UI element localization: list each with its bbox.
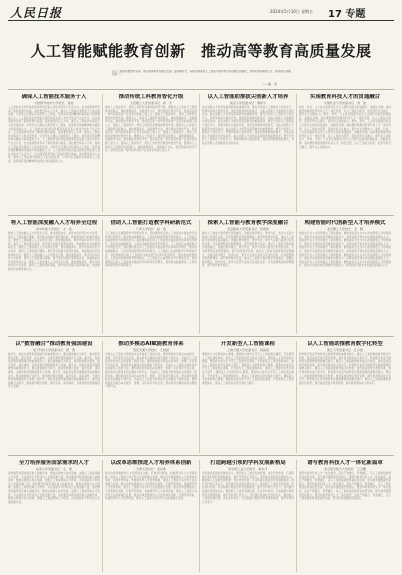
- article: [202, 341, 294, 453]
- column-rule: [296, 94, 297, 212]
- article-title: 以改革思维推进人才培养体系创新: [110, 460, 192, 466]
- masthead: [8, 4, 394, 21]
- article-body: 要把人工智能融入人才培养全过程，推进课程体系、教学内容和评价方式改革，建设人工智能通识课程，提升师生的数字素养和技能，构建智能时代的教育新生态。要把人工智能融入人才培养全过程，推进课程体系、教学内容和评价方式改革，建设人工智能通识课程，提升师生的数字素养和技能，构建智能时代的教育新生态。要把人工智能融入人才培养全过程，推进课程体系、教学内容和评价方式改革，建设人工智能通识课程，提升师生的数字素养和技能，构建智能时代的教育新生态。要把人工智能融入人才培养全过程，推进课程体系、教学内容和评价方式改革，建设人工智能通识课程，提升师生的数字素养和技能，构建智能时代的教育新生态。要把人工智能融入人才培养全过程，推进课程体系、教学内容和评价方式改革，建设人工智能通识课程，提升师生的数字素养和技能，构建智能时代的教育新生态。: [8, 232, 100, 271]
- article-title: 确保人工智能技术服务于人: [21, 94, 87, 100]
- article: [105, 94, 197, 212]
- article: [8, 460, 100, 572]
- article-byline: 哈尔滨工业大学校长 韩杰才: [228, 467, 268, 471]
- article-body: 学科建设是高校发展的龙头。要抢抓人工智能发展机遇，优化学科布局，打造跨越引领的学科发展新格局，提升学科核心竞争力。学科建设是高校发展的龙头。要抢抓人工智能发展机遇，优化学科布局，打造跨越引领的学科发展新格局，提升学科核心竞争力。学科建设是高校发展的龙头。要抢抓人工智能发展机遇，优化学科布局，打造跨越引领的学科发展新格局，提升学科核心竞争力。学科建设是高校发展的龙头。要抢抓人工智能发展机遇，优化学科布局，打造跨越引领的学科发展新格局，提升学科核心竞争力。学科建设是高校发展的龙头。要抢抓人工智能发展机遇，优化学科布局，打造跨越引领的学科发展新格局，提升学科核心竞争力。: [202, 472, 294, 504]
- article-title: 推动传统工科教育智化升级: [118, 94, 184, 100]
- article: [202, 460, 294, 572]
- article: [8, 341, 100, 453]
- article-byline: 中国科学技术大学校长 常进: [34, 101, 74, 105]
- article: [8, 94, 100, 212]
- article-byline: 华中科技大学校长 尤 政: [35, 227, 72, 231]
- column-rule: [102, 341, 103, 453]
- article: [299, 341, 391, 453]
- article-body: 教育数字化是开辟教育发展新赛道的重要突破口。要以人工智能助推教育数字化转型，建设高质量数字教育资源，提升教育服务能力和水平。教育数字化是开辟教育发展新赛道的重要突破口。要以人工智能助推教育数字化转型，建设高质量数字教育资源，提升教育服务能力和水平。教育数字化是开辟教育发展新赛道的重要突破口。要以人工智能助推教育数字化转型，建设高质量数字教育资源，提升教育服务能力和水平。教育数字化是开辟教育发展新赛道的重要突破口。要以人工智能助推教育数字化转型，建设高质量数字教育资源，提升教育服务能力和水平。教育数字化是开辟教育发展新赛道的重要突破口。要以人工智能助推教育数字化转型，建设高质量数字教育资源，提升教育服务能力和水平。: [299, 353, 391, 385]
- article-body: 要坚持教育科技人才一体化推进，深化产教融合、科教融汇，以人工智能赋能教育高质量发展，谱写教育强国建设新篇章。要坚持教育科技人才一体化推进，深化产教融合、科教融汇，以人工智能赋能教育高质量发展，谱写教育强国建设新篇章。要坚持教育科技人才一体化推进，深化产教融合、科教融汇，以人工智能赋能教育高质量发展，谱写教育强国建设新篇章。要坚持教育科技人才一体化推进，深化产教融合、科教融汇，以人工智能赋能教育高质量发展，谱写教育强国建设新篇章。要坚持教育科技人才一体化推进，深化产教融合、科教融汇，以人工智能赋能教育高质量发展，谱写教育强国建设新篇章。: [299, 472, 391, 501]
- article: [8, 220, 100, 334]
- article: [105, 460, 197, 572]
- article-body: 课程是人才培养的核心要素。要面向全体学生开设人工智能相关课程，开发新型人工智能课程体系，推动人工智能知识普及和能力提升。课程是人才培养的核心要素。要面向全体学生开设人工智能相关课程，开发新型人工智能课程体系，推动人工智能知识普及和能力提升。课程是人才培养的核心要素。要面向全体学生开设人工智能相关课程，开发新型人工智能课程体系，推动人工智能知识普及和能力提升。课程是人才培养的核心要素。要面向全体学生开设人工智能相关课程，开发新型人工智能课程体系，推动人工智能知识普及和能力提升。课程是人才培养的核心要素。要面向全体学生开设人工智能相关课程，开发新型人工智能课程体系，推动人工智能知识普及和能力提升。: [202, 353, 294, 385]
- article-byline: 北京理工大学校长 龙 腾: [326, 227, 363, 231]
- article-title: 开发新型人工智能课程: [221, 341, 275, 347]
- article-body: 人工智能正在重塑教学与科研的范式。高校要积极运用人工智能技术赋能教学改革和科学研究，推动形成数据驱动、人机协同的新型教学科研模式。人工智能正在重塑教学与科研的范式。高校要积极运用人工智能技术赋能教学改革和科学研究，推动形成数据驱动、人机协同的新型教学科研模式。人工智能正在重塑教学与科研的范式。高校要积极运用人工智能技术赋能教学改革和科学研究，推动形成数据驱动、人机协同的新型教学科研模式。人工智能正在重塑教学与科研的范式。高校要积极运用人工智能技术赋能教学改革和科学研究，推动形成数据驱动、人机协同的新型教学科研模式。人工智能正在重塑教学与科研的范式。高校要积极运用人工智能技术赋能教学改革和科学研究，推动形成数据驱动、人机协同的新型教学科研模式。: [105, 232, 197, 268]
- article-title: 以“数智融合”推动教育强国建设: [15, 341, 93, 347]
- article-body: 面向人工智能时代，传统工科教育需要加快转型升级。要推动人工智能与工程教育深度融合，重构课程体系，创新教学方法，建设智能化教学平台，培养适应新一轮科技革命和产业变革的卓越工程人才。面向人工智能时代，传统工科教育需要加快转型升级。要推动人工智能与工程教育深度融合，重构课程体系，创新教学方法，建设智能化教学平台，培养适应新一轮科技革命和产业变革的卓越工程人才。面向人工智能时代，传统工科教育需要加快转型升级。要推动人工智能与工程教育深度融合，重构课程体系，创新教学方法，建设智能化教学平台，培养适应新一轮科技革命和产业变革的卓越工程人才。面向人工智能时代，传统工科教育需要加快转型升级。要推动人工智能与工程教育深度融合，重构课程体系，创新教学方法，建设智能化教学平台，培养适应新一轮科技革命和产业变革的卓越工程人才。面向人工智能时代，传统工科教育需要加快转型升级。要推动人工智能与工程教育深度融合，重构课程体系，创新教学方法，建设智能化教学平台，培养适应新一轮科技革命和产业变革的卓越工程人才。: [105, 106, 197, 153]
- column-rule: [199, 94, 200, 212]
- article-byline: 大连理工大学党委书记 杨 宇: [129, 101, 172, 105]
- article-title: 以人工智能助推拔尖创新人才培养: [207, 94, 289, 100]
- editorial-author: ——编 者: [262, 82, 278, 86]
- article-title: 实现教育科技人才的贯通融合: [309, 94, 381, 100]
- article-title: 全力培养服务国家需求的人才: [18, 460, 90, 466]
- row-divider: [8, 215, 394, 216]
- column-rule: [199, 460, 200, 572]
- article-body: 要以改革思维推进人才培养体系创新，打破学科壁垒，构建跨学科人才培养机制，推动人工智能与各学科专业深度融合发展。要以改革思维推进人才培养体系创新，打破学科壁垒，构建跨学科人才培养机制，推动人工智能与各学科专业深度融合发展。要以改革思维推进人才培养体系创新，打破学科壁垒，构建跨学科人才培养机制，推动人工智能与各学科专业深度融合发展。要以改革思维推进人才培养体系创新，打破学科壁垒，构建跨学科人才培养机制，推动人工智能与各学科专业深度融合发展。要以改革思维推进人才培养体系创新，打破学科壁垒，构建跨学科人才培养机制，推动人工智能与各学科专业深度融合发展。: [105, 472, 197, 501]
- article-byline: 上海交通大学党委书记 杨振斌: [226, 348, 269, 352]
- article: [105, 341, 197, 453]
- column-rule: [102, 220, 103, 334]
- article-body: 数字化、智能化是教育强国建设的重要驱动力。要以数智融合为抓手，推动教育理念更新、模式变革、体系重构，为建设教育强国提供有力支撑。数字化、智能化是教育强国建设的重要驱动力。要以数智融合为抓手，推动教育理念更新、模式变革、体系重构，为建设教育强国提供有力支撑。数字化、智能化是教育强国建设的重要驱动力。要以数智融合为抓手，推动教育理念更新、模式变革、体系重构，为建设教育强国提供有力支撑。数字化、智能化是教育强国建设的重要驱动力。要以数智融合为抓手，推动教育理念更新、模式变革、体系重构，为建设教育强国提供有力支撑。数字化、智能化是教育强国建设的重要驱动力。要以数智融合为抓手，推动教育理念更新、模式变革、体系重构，为建设教育强国提供有力支撑。: [8, 353, 100, 389]
- page-number: 17 专题: [328, 9, 366, 20]
- row-divider: [8, 336, 394, 337]
- article-body: 推动人工智能与教育教学深度融合，需要在教学理念、教学内容、教学方法等方面进行系统性变革，打造智慧教室和智慧课堂，提升教育教学质量。推动人工智能与教育教学深度融合，需要在教学理念、教学内容、教学方法等方面进行系统性变革，打造智慧教室和智慧课堂，提升教育教学质量。推动人工智能与教育教学深度融合，需要在教学理念、教学内容、教学方法等方面进行系统性变革，打造智慧教室和智慧课堂，提升教育教学质量。推动人工智能与教育教学深度融合，需要在教学理念、教学内容、教学方法等方面进行系统性变革，打造智慧教室和智慧课堂，提升教育教学质量。推动人工智能与教育教学深度融合，需要在教学理念、教学内容、教学方法等方面进行系统性变革，打造智慧教室和智慧课堂，提升教育教学质量。: [202, 232, 294, 268]
- column-rule: [199, 341, 200, 453]
- article-title: 推动多模态AI赋能教育体系: [118, 341, 184, 347]
- article-title: 打造跨越引领的学科发展新格局: [210, 460, 286, 466]
- column-rule: [296, 460, 297, 572]
- article-byline: 天津大学校长 金东寒: [135, 467, 166, 471]
- article-title: 以人工智能助推教育数字化转型: [307, 341, 383, 347]
- article-byline: 北京邮电大学党委书记 吴建伟: [226, 227, 269, 231]
- article-body: 高校要坚持服务国家重大战略需求，聚焦关键核心技术领域，加强人工智能领域人才培养，为实现高水平科技自立自强贡献力量。高校要坚持服务国家重大战略需求，聚焦关键核心技术领域，加强人工智能领域人才培养，为实现高水平科技自立自强贡献力量。高校要坚持服务国家重大战略需求，聚焦关键核心技术领域，加强人工智能领域人才培养，为实现高水平科技自立自强贡献力量。高校要坚持服务国家重大战略需求，聚焦关键核心技术领域，加强人工智能领域人才培养，为实现高水平科技自立自强贡献力量。高校要坚持服务国家重大战略需求，聚焦关键核心技术领域，加强人工智能领域人才培养，为实现高水平科技自立自强贡献力量。: [8, 472, 100, 504]
- article-title: 探索人工智能与教育教学深度融合: [207, 220, 289, 226]
- article-byline: 北京航空航天大学校长 王云鹏: [323, 467, 366, 471]
- row-divider: [8, 455, 394, 456]
- article-byline: 南京大学党委书记 谭铁牛: [229, 101, 266, 105]
- article: [299, 220, 391, 334]
- article-title: 谱写教育科技人才一体化新篇章: [307, 460, 383, 466]
- column-rule: [102, 460, 103, 572]
- column-rule: [199, 220, 200, 334]
- page-headline: 人工智能赋能教育创新 推动高等教育高质量发展: [30, 42, 372, 60]
- article: [299, 94, 391, 212]
- article-title: 构建智能时代创新型人才培养模式: [304, 220, 386, 226]
- article-title: 将人工智能深度融入人才培养全过程: [10, 220, 98, 226]
- row-divider: [8, 89, 394, 90]
- article-body: 教育、科技、人才是全面建设社会主义现代化国家的基础性、战略性支撑。高校要统筹推进教育科技人才一体化发展，以人工智能为纽带，促进学科交叉融合，提升自主创新能力。教育、科技、人才是全面建设社会主义现代化国家的基础性、战略性支撑。高校要统筹推进教育科技人才一体化发展，以人工智能为纽带，促进学科交叉融合，提升自主创新能力。教育、科技、人才是全面建设社会主义现代化国家的基础性、战略性支撑。高校要统筹推进教育科技人才一体化发展，以人工智能为纽带，促进学科交叉融合，提升自主创新能力。教育、科技、人才是全面建设社会主义现代化国家的基础性、战略性支撑。高校要统筹推进教育科技人才一体化发展，以人工智能为纽带，促进学科交叉融合，提升自主创新能力。教育、科技、人才是全面建设社会主义现代化国家的基础性、战略性支撑。高校要统筹推进教育科技人才一体化发展，以人工智能为纽带，促进学科交叉融合，提升自主创新能力。: [299, 106, 391, 149]
- article-byline: 东南大学党委书记 左 惟: [35, 467, 72, 471]
- newspaper-logo: 人民日报: [10, 6, 63, 20]
- article-body: 人工智能技术的迅猛发展深刻改变着人类社会的生产生活方式，也为高等教育带来了新的机遇与挑战。高校要坚持以人为本，推动人工智能技术服务于人的全面发展，引导学生正确认识和使用人工智能，培养具有创新精神和实践能力的高素质人才。人工智能技术的迅猛发展深刻改变着人类社会的生产生活方式，也为高等教育带来了新的机遇与挑战。高校要坚持以人为本，推动人工智能技术服务于人的全面发展，引导学生正确认识和使用人工智能，培养具有创新精神和实践能力的高素质人才。人工智能技术的迅猛发展深刻改变着人类社会的生产生活方式，也为高等教育带来了新的机遇与挑战。高校要坚持以人为本，推动人工智能技术服务于人的全面发展，引导学生正确认识和使用人工智能，培养具有创新精神和实践能力的高素质人才。人工智能技术的迅猛发展深刻改变着人类社会的生产生活方式，也为高等教育带来了新的机遇与挑战。高校要坚持以人为本，推动人工智能技术服务于人的全面发展，引导学生正确认识和使用人工智能，培养具有创新精神和实践能力的高素质人才。人工智能技术的迅猛发展深刻改变着人类社会的生产生活方式，也为高等教育带来了新的机遇与挑战。高校要坚持以人为本，推动人工智能技术服务于人的全面发展，引导学生正确认识和使用人工智能，培养具有创新精神和实践能力的高素质人才。: [8, 106, 100, 163]
- article-byline: 广西大学校长 赵 艳: [135, 227, 166, 231]
- article: [105, 220, 197, 334]
- column-rule: [296, 220, 297, 334]
- column-rule: [102, 94, 103, 212]
- article: [202, 94, 294, 212]
- editorial-note: 以人工智能助推教育变革，推动高等教育内涵式发展。面向新时代，高校积极探索人工智能与教育教学深度融合的路径，加快培养高素质人才，服务国家战略需求……: [112, 70, 291, 76]
- issue-date: 2024年5月10日 星期五: [270, 9, 314, 14]
- article-byline: 浙江大学党委书记 任少波: [326, 348, 363, 352]
- article-byline: 西安交通大学校长 王树国: [132, 348, 169, 352]
- article-title: 借助人工智能打造教学科研新范式: [110, 220, 192, 226]
- article-body: 多模态人工智能为教育体系变革提供了新的可能。要积极探索多模态AI在教学、管理、评价等环节的应用，推动教育治理体系和治理能力现代化。多模态人工智能为教育体系变革提供了新的可能。要积极探索多模态AI在教学、管理、评价等环节的应用，推动教育治理体系和治理能力现代化。多模态人工智能为教育体系变革提供了新的可能。要积极探索多模态AI在教学、管理、评价等环节的应用，推动教育治理体系和治理能力现代化。多模态人工智能为教育体系变革提供了新的可能。要积极探索多模态AI在教学、管理、评价等环节的应用，推动教育治理体系和治理能力现代化。多模态人工智能为教育体系变革提供了新的可能。要积极探索多模态AI在教学、管理、评价等环节的应用，推动教育治理体系和治理能力现代化。: [105, 353, 197, 389]
- article-byline: 电子科技大学党委书记 曾 勇: [32, 348, 75, 352]
- article-byline: 中国矿业大学党委书记 刘 波: [323, 101, 366, 105]
- article-body: 智能时代对人才培养提出了新的要求。要构建以学生为中心的创新型人才培养模式，强化学生的批判性思维和创新能力，培养能够引领未来发展的高素质人才。智能时代对人才培养提出了新的要求。要构建以学生为中心的创新型人才培养模式，强化学生的批判性思维和创新能力，培养能够引领未来发展的高素质人才。智能时代对人才培养提出了新的要求。要构建以学生为中心的创新型人才培养模式，强化学生的批判性思维和创新能力，培养能够引领未来发展的高素质人才。智能时代对人才培养提出了新的要求。要构建以学生为中心的创新型人才培养模式，强化学生的批判性思维和创新能力，培养能够引领未来发展的高素质人才。智能时代对人才培养提出了新的要求。要构建以学生为中心的创新型人才培养模式，强化学生的批判性思维和创新能力，培养能够引领未来发展的高素质人才。: [299, 232, 391, 268]
- article-body: 拔尖创新人才培养是高等教育的重要使命。要充分发挥人工智能在个性化学习、科研训练等方面的优势，探索因材施教的新模式，为拔尖创新人才脱颖而出创造条件。拔尖创新人才培养是高等教育的重要使命。要充分发挥人工智能在个性化学习、科研训练等方面的优势，探索因材施教的新模式，为拔尖创新人才脱颖而出创造条件。拔尖创新人才培养是高等教育的重要使命。要充分发挥人工智能在个性化学习、科研训练等方面的优势，探索因材施教的新模式，为拔尖创新人才脱颖而出创造条件。拔尖创新人才培养是高等教育的重要使命。要充分发挥人工智能在个性化学习、科研训练等方面的优势，探索因材施教的新模式，为拔尖创新人才脱颖而出创造条件。拔尖创新人才培养是高等教育的重要使命。要充分发挥人工智能在个性化学习、科研训练等方面的优势，探索因材施教的新模式，为拔尖创新人才脱颖而出创造条件。: [202, 106, 294, 145]
- column-rule: [296, 341, 297, 453]
- article: [202, 220, 294, 334]
- article: [299, 460, 391, 572]
